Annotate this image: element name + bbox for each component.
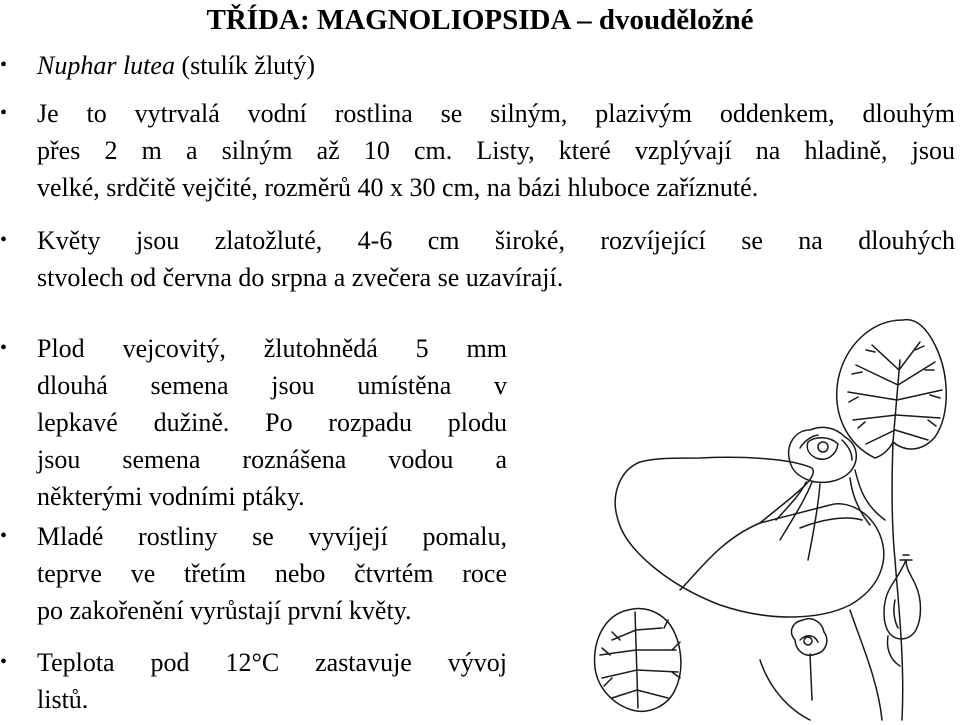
text-line: Teplota pod 12°C zastavuje vývoj (37, 648, 507, 677)
text-line: Květy jsou zlatožluté, 4-6 cm široké, rozvíjející se na dlouhých (37, 226, 955, 255)
text-line: Je to vytrvalá vodní rostlina se silným, plazivým oddenkem, dlouhým (37, 99, 955, 128)
bullet-dot: • (0, 54, 8, 76)
floating-leaf-drawing (615, 457, 884, 617)
text-line: přes 2 m a silným až 10 cm. Listy, které vzplývají na hladině, jsou (37, 136, 955, 165)
text-line: jsou semena roznášena vodou a (37, 445, 507, 474)
text-line: Plod vejcovitý, žlutohnědá 5 mm (37, 334, 507, 363)
bullet-dot: • (0, 337, 8, 359)
bullet-dot: • (0, 102, 8, 124)
species-latin-name: Nuphar lutea (37, 51, 175, 80)
small-leaf-drawing (595, 609, 681, 712)
bullet-dot: • (0, 651, 8, 673)
text-line: dlouhá semena jsou umístěna v (37, 371, 507, 400)
text-line: některými vodními ptáky. (37, 482, 305, 511)
text-line: listů. (37, 685, 89, 714)
text-line: stvolech od června do srpna a zvečera se uzavírají. (37, 263, 564, 292)
text-line: velké, srdčitě vejčité, rozměrů 40 x 30 cm, na bázi hluboce zaříznuté. (37, 173, 759, 202)
text-line: lepkavé dužině. Po rozpadu plodu (37, 408, 507, 437)
submerged-leaf-drawing (837, 320, 947, 560)
text-line: po zakořenění vyrůstají první květy. (37, 596, 412, 625)
slide-title: TŘÍDA: MAGNOLIOPSIDA – dvouděložné (206, 4, 754, 36)
nuphar-lutea-illustration (575, 300, 960, 725)
rhizome-drawing (760, 560, 903, 720)
bullet-dot: • (0, 229, 8, 251)
small-flower-drawing (792, 619, 827, 700)
text-line: teprve ve třetím nebo čtvrtém roce (37, 559, 507, 588)
flower-drawing (776, 427, 885, 560)
bullet-dot: • (0, 525, 8, 547)
species-common-name: (stulík žlutý) (174, 51, 316, 80)
text-line: Mladé rostliny se vyvíjejí pomalu, (37, 522, 507, 551)
